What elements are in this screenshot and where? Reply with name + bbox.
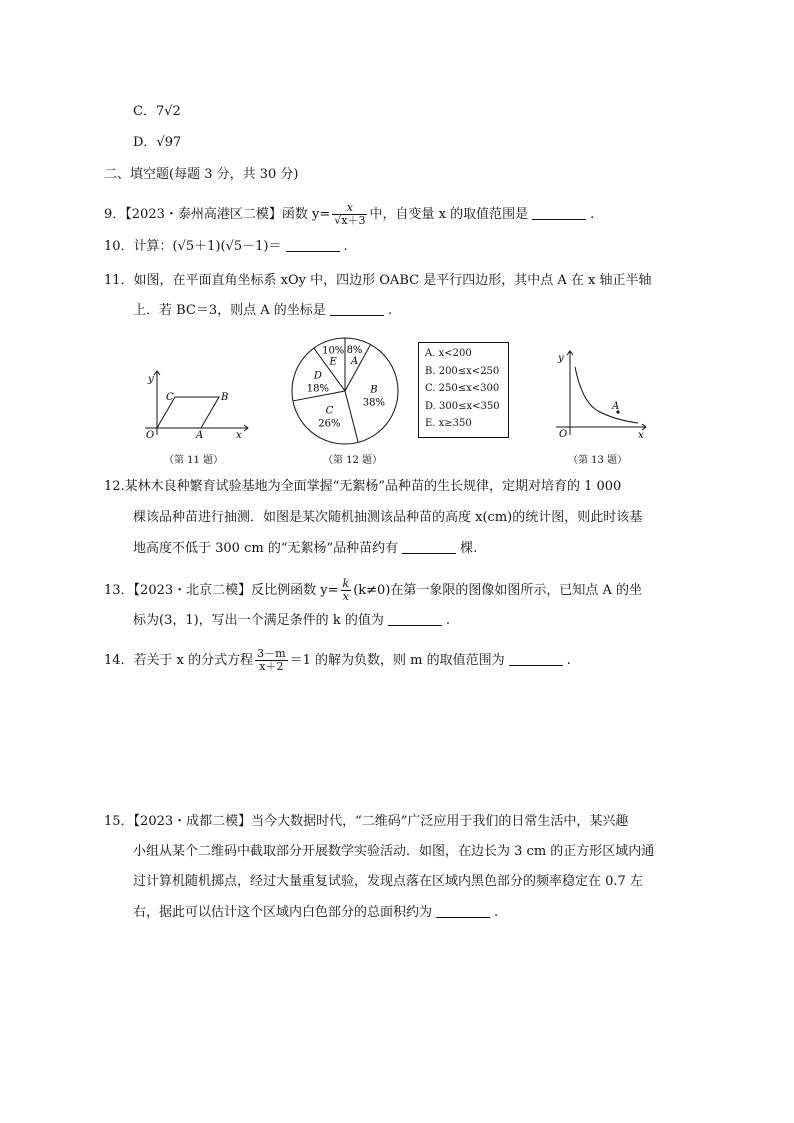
q9-frac-num: x — [332, 202, 367, 215]
fig11-b-label: B — [221, 392, 229, 403]
q9-pre: 函数 y= — [281, 207, 331, 222]
fig13-x-label: x — [638, 430, 644, 441]
q15-line1: 当今大数据时代，“二维码”广泛应用于我们的日常生活中，某兴趣 — [251, 814, 629, 829]
q13-pre: 反比例函数 y= — [251, 583, 339, 598]
option-c-expr: 7√2 — [155, 104, 181, 119]
q15-number: 15． — [104, 814, 134, 829]
question-15-line2: 小组从某个二维码中截取部分开展数学实验活动．如图，在边长为 3 cm 的正方形区域内通 — [133, 844, 655, 859]
q15-source: 【2023・成都二模】 — [133, 814, 252, 829]
q9-end: . — [590, 207, 595, 222]
question-9 — [104, 202, 594, 227]
q9-post: 中，自变量 x 的取值范围是 — [369, 207, 529, 222]
q9-fraction — [332, 202, 367, 227]
q14-end: . — [566, 653, 571, 668]
pie-slice-percent-a: 8% — [346, 345, 363, 356]
fig11-y-label: y — [148, 374, 154, 385]
q13-end: . — [445, 613, 450, 628]
q11-line2: 上．若 BC＝3，则点 A 的坐标是 — [133, 303, 326, 318]
q15-end: . — [494, 905, 499, 920]
q9-frac-den: √x＋3 — [334, 214, 366, 227]
legend-item-d: D. 300≤x<350 — [425, 400, 500, 412]
fig11-o-label: O — [146, 430, 155, 440]
q10-text: 计算：(√5＋1)(√5－1)＝ — [133, 239, 282, 254]
q13-number: 13． — [104, 583, 134, 598]
question-12-line2: 棵该品种苗进行抽测．如图是某次随机抽测该品种苗的高度 x(cm)的统计图，则此时该基 — [133, 510, 643, 525]
pie-slice-category-c: C — [325, 405, 334, 417]
q14-pre: 若关于 x 的分式方程 — [133, 653, 254, 668]
q14-answer-blank[interactable] — [509, 653, 563, 666]
fig12-caption: （第 12 题） — [323, 455, 383, 466]
question-15-line3: 过计算机随机掷点，经过大量重复试验，发现点落在区域内黑色部分的频率稳定在 0.7 左 — [133, 874, 643, 889]
legend-item-c: C. 250≤x<300 — [425, 383, 500, 394]
q12-line3a: 地高度不低于 300 cm 的“无絮杨”品种苗约有 — [133, 541, 399, 556]
fig11-c-label: C — [166, 392, 174, 403]
question-15-line1 — [104, 813, 628, 831]
q13-source: 【2023・北京二模】 — [133, 583, 252, 598]
question-11-line1 — [104, 272, 651, 290]
fig11-caption: （第 11 题） — [164, 455, 224, 466]
q10-end: . — [343, 239, 348, 254]
q10-answer-blank[interactable] — [286, 239, 340, 252]
q11-end: . — [387, 303, 392, 318]
fig11-a-label: A — [196, 430, 204, 440]
question-12-line3 — [133, 540, 477, 558]
figure-11-parallelogram — [140, 365, 250, 440]
q14-number: 14． — [104, 653, 134, 668]
question-10 — [104, 238, 348, 256]
q14-frac-den: x＋2 — [259, 660, 284, 673]
pie-slice-category-b: B — [370, 384, 378, 396]
q9-answer-blank[interactable] — [532, 207, 586, 220]
q13-fraction — [341, 578, 352, 603]
fig11-x-label: x — [236, 430, 242, 440]
question-15-line4 — [133, 904, 498, 922]
q13-post: (k≠0)在第一象限的图像如图所示，已知点 A 的坐 — [353, 583, 643, 598]
q13-frac-num: k — [342, 577, 350, 590]
legend-item-b: B. 200≤x<250 — [425, 365, 500, 377]
pie-slice-percent-e: 10% — [322, 345, 345, 357]
fig13-curve-path — [575, 367, 638, 423]
q15-answer-blank[interactable] — [436, 905, 490, 918]
q15-line4: 右，据此可以估计这个区域内白色部分的总面积约为 — [133, 905, 433, 920]
q9-number: 9． — [104, 207, 126, 222]
question-12-line1: 12.某林木良种繁育试验基地为全面掌握“无絮杨”品种苗的生长规律，定期对培育的 1 000 — [104, 479, 622, 494]
q11-line1: 如图，在平面直角坐标系 xOy 中，四边形 OABC 是平行四边形，其中点 A 在 x 轴正半轴 — [133, 273, 652, 288]
q13-answer-blank[interactable] — [388, 613, 442, 626]
q14-frac-num: 3－m — [257, 647, 286, 660]
pie-slice-percent-d: 18% — [306, 383, 330, 395]
figure-13-curve — [550, 347, 650, 442]
pie-slice-category-a: A — [350, 356, 359, 367]
option-d-label: D． — [133, 135, 157, 150]
pie-slice-percent-c: 26% — [318, 418, 341, 430]
pie-slice-category-d: D — [313, 370, 322, 382]
option-c-label: C． — [133, 104, 156, 119]
q10-number: 10． — [104, 239, 134, 254]
question-13-line2 — [133, 612, 450, 630]
section-heading: 二、填空题(每题 3 分，共 30 分) — [104, 167, 299, 182]
q13-frac-den: x — [342, 590, 349, 603]
q12-answer-blank[interactable] — [402, 541, 456, 554]
legend-item-a: A. x<200 — [425, 348, 472, 359]
fig13-caption: （第 13 题） — [568, 455, 628, 466]
question-14 — [104, 648, 571, 673]
q11-answer-blank[interactable] — [330, 303, 384, 316]
q11-number: 11． — [104, 273, 134, 288]
option-d — [133, 134, 181, 152]
fig13-y-label: y — [558, 353, 564, 364]
option-c — [133, 103, 181, 121]
fig13-o-label: O — [559, 429, 568, 440]
pie-slice-category-e: E — [329, 356, 337, 368]
pie-slice-edge-c — [345, 391, 358, 442]
q12-line3b: 棵. — [460, 541, 478, 556]
pie-slice-percent-b: 38% — [362, 397, 386, 409]
option-d-expr: √97 — [156, 135, 182, 150]
fig12-legend — [418, 342, 509, 438]
q14-post: ＝1 的解为负数，则 m 的取值范围为 — [289, 653, 505, 668]
legend-item-e: E. x≥350 — [425, 418, 472, 429]
figure-12-pie-chart — [289, 335, 401, 447]
fig13-a-label: A — [612, 401, 620, 412]
q9-source: 【2023・泰州高港区二模】 — [125, 207, 282, 222]
q13-line2: 标为(3，1)，写出一个满足条件的 k 的值为 — [133, 613, 384, 628]
question-13-line1 — [104, 578, 642, 603]
q14-fraction — [255, 648, 287, 673]
question-11-line2 — [133, 302, 392, 320]
